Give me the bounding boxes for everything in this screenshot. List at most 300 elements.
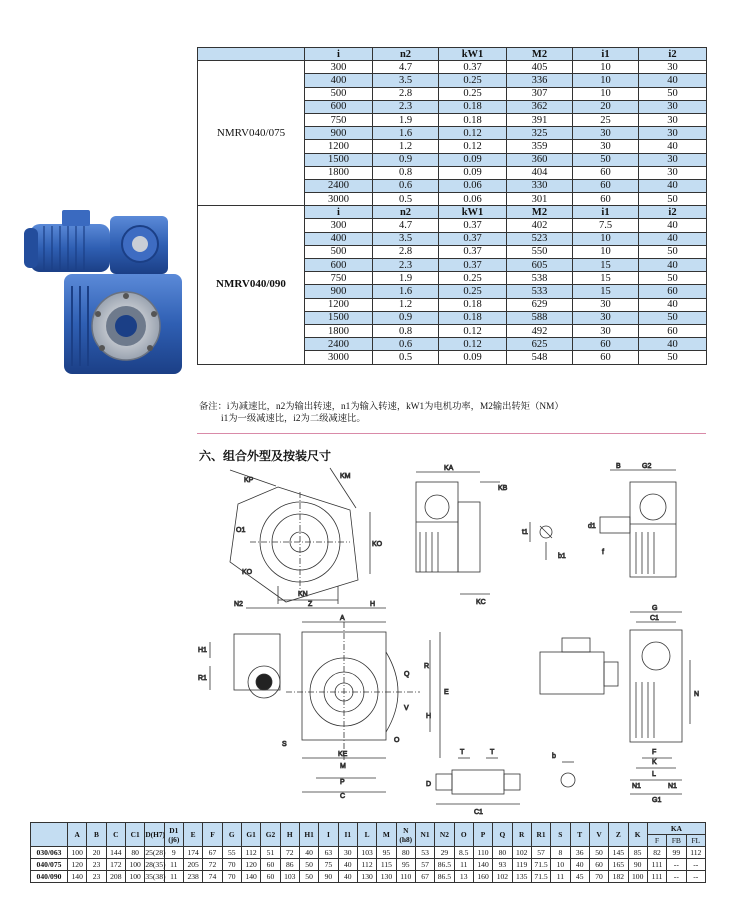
label-h: H xyxy=(370,601,376,608)
table-cell: 30 xyxy=(639,153,707,166)
label-r: R xyxy=(424,663,430,670)
dim-cell: 72 xyxy=(203,859,222,871)
shaft-section xyxy=(530,522,552,560)
dim-cell: 130 xyxy=(377,871,396,883)
table-cell: 30 xyxy=(573,324,639,337)
table-cell: 325 xyxy=(507,127,573,140)
dim-cell: 100 xyxy=(125,871,144,883)
table-cell: 750 xyxy=(305,113,373,126)
label-s: S xyxy=(282,741,287,748)
dim-cell: 86 xyxy=(280,859,299,871)
dim-subheader-cell: FB xyxy=(667,835,686,847)
table-note xyxy=(199,402,719,425)
dim-cell: 29 xyxy=(435,847,454,859)
table-cell: 60 xyxy=(573,179,639,192)
table-cell: 300 xyxy=(305,219,373,232)
header-cell: i2 xyxy=(639,206,707,219)
table-cell: 0.25 xyxy=(439,285,507,298)
table-cell: 25 xyxy=(573,113,639,126)
dim-cell: 112 xyxy=(686,847,706,859)
performance-table xyxy=(197,47,707,365)
label-ko-2: KO xyxy=(242,569,253,576)
dim-cell: 60 xyxy=(261,859,280,871)
section-divider xyxy=(197,433,706,434)
label-z: Z xyxy=(308,601,313,608)
table-cell: 30 xyxy=(573,298,639,311)
table-cell: 15 xyxy=(573,285,639,298)
table-cell: 1.6 xyxy=(373,127,439,140)
label-v: V xyxy=(404,705,409,712)
table-cell: 400 xyxy=(305,74,373,87)
table-cell: 1800 xyxy=(305,324,373,337)
table-cell: 0.8 xyxy=(373,166,439,179)
dim-cell: -- xyxy=(686,871,706,883)
dim-cell: 36 xyxy=(570,847,589,859)
dim-header-cell xyxy=(31,823,68,847)
dim-cell: 72 xyxy=(280,847,299,859)
dim-cell: 67 xyxy=(415,871,434,883)
table-cell: 629 xyxy=(507,298,573,311)
label-a: A xyxy=(340,615,345,622)
dim-cell: 40 xyxy=(570,859,589,871)
dim-cell: 82 xyxy=(647,847,666,859)
table-cell: 533 xyxy=(507,285,573,298)
dim-header-cell: C1 xyxy=(125,823,144,847)
table-cell: 330 xyxy=(507,179,573,192)
table-cell: 0.12 xyxy=(439,338,507,351)
table-cell: 0.9 xyxy=(373,153,439,166)
table-cell: 0.9 xyxy=(373,311,439,324)
key-section xyxy=(561,762,575,787)
table-cell: 1500 xyxy=(305,311,373,324)
dim-cell: 57 xyxy=(415,859,434,871)
dim-cell: 93 xyxy=(493,859,512,871)
dim-cell: 111 xyxy=(647,871,666,883)
dim-cell: 103 xyxy=(280,871,299,883)
dim-cell: 160 xyxy=(473,871,492,883)
dim-cell: 60 xyxy=(589,859,608,871)
table-cell: 3000 xyxy=(305,193,373,206)
label-t: T xyxy=(460,749,465,756)
section-title: 六、组合外型及按装尺寸 xyxy=(199,449,332,463)
dim-header-cell: T xyxy=(570,823,589,847)
header-cell: i xyxy=(305,48,373,61)
label-g2: G2 xyxy=(642,463,652,470)
table-cell: 50 xyxy=(639,311,707,324)
table-cell: 10 xyxy=(573,232,639,245)
dimension-drawings xyxy=(190,462,720,817)
table-cell: 50 xyxy=(639,87,707,100)
table-cell: 300 xyxy=(305,61,373,74)
dim-subheader-cell: F xyxy=(647,835,666,847)
table-cell: 10 xyxy=(573,87,639,100)
label-d1: d1 xyxy=(588,523,596,530)
table-cell: 0.37 xyxy=(439,219,507,232)
label-t1: t1 xyxy=(522,529,528,536)
label-kp: KP xyxy=(244,477,254,484)
table-cell: 40 xyxy=(639,74,707,87)
front-view-assembly xyxy=(210,608,440,792)
dim-cell: 11 xyxy=(164,859,183,871)
dim-cell: 80 xyxy=(396,847,415,859)
dim-cell: 51 xyxy=(261,847,280,859)
gearmotor-photo xyxy=(22,196,197,386)
table-cell: 0.5 xyxy=(373,351,439,364)
model-name: NMRV040/075 xyxy=(198,61,305,206)
table-cell: 2.3 xyxy=(373,100,439,113)
table-cell: 0.25 xyxy=(439,74,507,87)
table-cell: 50 xyxy=(639,351,707,364)
label-n: N xyxy=(694,691,700,698)
table-cell: 50 xyxy=(573,153,639,166)
table-cell: 0.06 xyxy=(439,179,507,192)
label-b-small: b xyxy=(552,753,556,760)
table-cell: 60 xyxy=(639,285,707,298)
header-cell: kW1 xyxy=(439,206,507,219)
table-cell: 0.09 xyxy=(439,153,507,166)
table-cell: 1.6 xyxy=(373,285,439,298)
table-cell: 4.7 xyxy=(373,61,439,74)
dim-cell: 8 xyxy=(551,847,570,859)
dim-cell: 28(35) xyxy=(145,860,166,869)
table-cell: 40 xyxy=(639,338,707,351)
table-cell: 30 xyxy=(639,100,707,113)
dim-cell: 11 xyxy=(551,871,570,883)
dim-cell: 71.5 xyxy=(531,859,550,871)
dim-header-cell: D1 (j6) xyxy=(164,823,183,847)
table-cell: 625 xyxy=(507,338,573,351)
table-cell: 50 xyxy=(639,272,707,285)
dim-cell: 100 xyxy=(125,859,144,871)
table-cell: 500 xyxy=(305,87,373,100)
dim-header-cell: H xyxy=(280,823,299,847)
table-cell: 0.12 xyxy=(439,324,507,337)
label-o1: O1 xyxy=(236,527,246,534)
dim-cell: 40 xyxy=(338,859,357,871)
dim-cell: 140 xyxy=(68,871,87,883)
dim-cell: 75 xyxy=(319,859,338,871)
table-cell: 60 xyxy=(573,166,639,179)
table-cell: 0.5 xyxy=(373,193,439,206)
dim-cell: 13 xyxy=(454,871,473,883)
table-cell: 1500 xyxy=(305,153,373,166)
table-cell: 3.5 xyxy=(373,74,439,87)
dim-cell: 110 xyxy=(396,871,415,883)
table-cell: 405 xyxy=(507,61,573,74)
dim-header-cell: E xyxy=(183,823,202,847)
label-c1: C1 xyxy=(474,809,483,816)
table-cell: 1200 xyxy=(305,298,373,311)
table-cell: 3000 xyxy=(305,351,373,364)
table-cell: 10 xyxy=(573,245,639,258)
dim-cell: 115 xyxy=(377,859,396,871)
table-cell: 60 xyxy=(573,338,639,351)
dim-header-cell: K xyxy=(628,823,647,847)
table-cell: 336 xyxy=(507,74,573,87)
table-cell: 359 xyxy=(507,140,573,153)
dim-subheader-cell: FL xyxy=(686,835,706,847)
header-cell: n2 xyxy=(373,206,439,219)
label-t-2: T xyxy=(490,749,495,756)
table-cell: 391 xyxy=(507,113,573,126)
dim-cell: -- xyxy=(667,859,686,871)
label-g1: G1 xyxy=(652,797,662,804)
dim-header-cell: I xyxy=(319,823,338,847)
header-cell: n2 xyxy=(373,48,439,61)
dim-cell: 70 xyxy=(589,871,608,883)
dim-cell: 25(28) xyxy=(145,848,166,857)
table-cell: 2.8 xyxy=(373,87,439,100)
label-n1: N1 xyxy=(632,783,641,790)
side-view-1 xyxy=(416,472,500,594)
table-cell: 2400 xyxy=(305,338,373,351)
dim-cell: -- xyxy=(667,871,686,883)
table-cell: 0.06 xyxy=(439,193,507,206)
table-cell: 0.6 xyxy=(373,179,439,192)
dim-row xyxy=(31,859,706,871)
label-p: P xyxy=(340,779,345,786)
table-cell: 3.5 xyxy=(373,232,439,245)
table-cell: 30 xyxy=(639,166,707,179)
label-h-right: H xyxy=(426,713,432,720)
table-cell: 10 xyxy=(573,74,639,87)
label-o: O xyxy=(394,737,400,744)
dim-cell: 95 xyxy=(377,847,396,859)
dim-cell: 135 xyxy=(512,871,531,883)
dim-header-cell: G1 xyxy=(241,823,260,847)
dim-cell: 70 xyxy=(222,859,241,871)
table-cell: 60 xyxy=(573,193,639,206)
dim-cell: 102 xyxy=(493,871,512,883)
table-cell: 60 xyxy=(573,351,639,364)
table-cell: 40 xyxy=(639,298,707,311)
dim-cell: 8.5 xyxy=(454,847,473,859)
dim-cell: 100 xyxy=(68,847,87,859)
label-kn: KN xyxy=(298,591,308,598)
table-cell: 0.37 xyxy=(439,245,507,258)
dim-header-cell: KA xyxy=(647,823,705,835)
dim-header-row xyxy=(31,823,706,835)
dim-header-cell: S xyxy=(551,823,570,847)
label-n1b: N1 xyxy=(668,783,677,790)
table-cell: 0.37 xyxy=(439,232,507,245)
label-l: L xyxy=(652,771,656,778)
header-cell: i2 xyxy=(639,48,707,61)
table-cell: 0.6 xyxy=(373,338,439,351)
dim-cell: 80 xyxy=(493,847,512,859)
dim-cell: 86.5 xyxy=(435,871,454,883)
table-cell: 400 xyxy=(305,232,373,245)
table-cell: 0.8 xyxy=(373,324,439,337)
header-cell: M2 xyxy=(507,48,573,61)
side-view-2 xyxy=(600,470,676,577)
dim-cell: 67 xyxy=(203,847,222,859)
table-cell: 1.9 xyxy=(373,113,439,126)
dim-cell: 85 xyxy=(628,847,647,859)
table-cell: 0.12 xyxy=(439,140,507,153)
dim-cell: 172 xyxy=(106,859,125,871)
table-cell: 40 xyxy=(639,179,707,192)
header-cell: i1 xyxy=(573,206,639,219)
table-cell: 550 xyxy=(507,245,573,258)
label-kc: KC xyxy=(476,599,486,606)
label-g: G xyxy=(652,605,658,612)
dim-header-cell: D(H7) xyxy=(145,823,164,847)
table-cell: 548 xyxy=(507,351,573,364)
dim-header-cell: C xyxy=(106,823,125,847)
dim-header-cell: V xyxy=(589,823,608,847)
table-cell: 10 xyxy=(573,61,639,74)
table-cell: 0.18 xyxy=(439,100,507,113)
label-m: M xyxy=(340,763,346,770)
label-ke: KE xyxy=(338,751,348,758)
dim-cell: 102 xyxy=(512,847,531,859)
motor-side-view xyxy=(540,612,690,794)
table-cell: 301 xyxy=(507,193,573,206)
dim-cell: 95 xyxy=(396,859,415,871)
table-cell: 0.18 xyxy=(439,298,507,311)
label-kb: KB xyxy=(498,485,508,492)
dim-cell: 11 xyxy=(454,859,473,871)
table-cell: 362 xyxy=(507,100,573,113)
table-cell: 1.2 xyxy=(373,298,439,311)
dim-cell: 182 xyxy=(609,871,628,883)
dim-cell: 030/063 xyxy=(31,847,68,859)
header-cell: kW1 xyxy=(439,48,507,61)
table-cell: 15 xyxy=(573,259,639,272)
dim-cell: 145 xyxy=(609,847,628,859)
table-cell: 30 xyxy=(573,311,639,324)
table-cell: 900 xyxy=(305,127,373,140)
label-ko: KO xyxy=(372,541,383,548)
table-cell: 1800 xyxy=(305,166,373,179)
dim-cell: 50 xyxy=(299,871,318,883)
label-c: C xyxy=(340,793,346,800)
dim-cell: 11 xyxy=(164,871,183,883)
dim-row xyxy=(31,871,706,883)
table-cell: 404 xyxy=(507,166,573,179)
dim-cell: 53 xyxy=(415,847,434,859)
table-cell: 40 xyxy=(639,232,707,245)
label-r1: R1 xyxy=(198,675,207,682)
header-model-cell xyxy=(198,48,305,61)
table-cell: 0.09 xyxy=(439,351,507,364)
table-cell: 1200 xyxy=(305,140,373,153)
dim-cell: 130 xyxy=(357,871,376,883)
dim-cell: 040/090 xyxy=(31,871,68,883)
dim-cell: 30 xyxy=(338,847,357,859)
dim-cell: 55 xyxy=(222,847,241,859)
dim-cell: 140 xyxy=(241,871,260,883)
label-d: D xyxy=(426,781,432,788)
table-cell: 20 xyxy=(573,100,639,113)
table-cell: 50 xyxy=(639,193,707,206)
dim-header-cell: H1 xyxy=(299,823,318,847)
dim-cell: 60 xyxy=(261,871,280,883)
dim-row xyxy=(31,847,706,859)
dim-header-cell: N1 xyxy=(415,823,434,847)
table-cell: 0.18 xyxy=(439,311,507,324)
dim-cell: 208 xyxy=(106,871,125,883)
note-line-2: i1为一级减速比，i2为二级减速比。 xyxy=(221,413,366,424)
label-f: f xyxy=(602,549,604,556)
dim-cell: 40 xyxy=(338,871,357,883)
table-cell: 492 xyxy=(507,324,573,337)
table-cell: 600 xyxy=(305,259,373,272)
table-cell: 2.3 xyxy=(373,259,439,272)
dim-cell: 140 xyxy=(473,859,492,871)
dim-cell: 174 xyxy=(183,847,202,859)
dim-header-cell: F xyxy=(203,823,222,847)
header-cell: i xyxy=(305,206,373,219)
table-cell: 2.8 xyxy=(373,245,439,258)
dim-cell: 120 xyxy=(241,859,260,871)
dim-cell: 112 xyxy=(241,847,260,859)
output-shaft xyxy=(436,758,520,804)
table-cell: 1.2 xyxy=(373,140,439,153)
label-ka: KA xyxy=(444,465,454,472)
table-cell: 30 xyxy=(639,61,707,74)
table-cell: 30 xyxy=(573,140,639,153)
dim-cell: 71.5 xyxy=(531,871,550,883)
dim-cell: 99 xyxy=(667,847,686,859)
dim-header-cell: I1 xyxy=(338,823,357,847)
dim-cell: 10 xyxy=(551,859,570,871)
table-cell: 50 xyxy=(639,245,707,258)
dim-cell: 45 xyxy=(570,871,589,883)
dim-cell: 9 xyxy=(164,847,183,859)
dim-cell: -- xyxy=(686,859,706,871)
dim-cell: 23 xyxy=(87,871,106,883)
dim-cell: 90 xyxy=(319,871,338,883)
table-cell: 40 xyxy=(639,219,707,232)
table-cell: 7.5 xyxy=(573,219,639,232)
dim-cell: 63 xyxy=(319,847,338,859)
dim-cell: 20 xyxy=(87,847,106,859)
dim-cell: 70 xyxy=(222,871,241,883)
dim-header-cell: R1 xyxy=(531,823,550,847)
dim-header-cell: Z xyxy=(609,823,628,847)
dim-cell: 120 xyxy=(68,859,87,871)
dim-cell: 86.5 xyxy=(435,859,454,871)
dim-cell: 112 xyxy=(357,859,376,871)
dim-cell: 119 xyxy=(512,859,531,871)
header-cell: M2 xyxy=(507,206,573,219)
dim-cell: 40 xyxy=(299,847,318,859)
header-cell: i1 xyxy=(573,48,639,61)
table-cell: 30 xyxy=(639,113,707,126)
dim-cell: 80 xyxy=(125,847,144,859)
dim-cell: 50 xyxy=(589,847,608,859)
table-cell: 40 xyxy=(639,140,707,153)
dim-cell: 144 xyxy=(106,847,125,859)
dim-header-cell: G2 xyxy=(261,823,280,847)
dim-cell: 74 xyxy=(203,871,222,883)
dim-header-cell: P xyxy=(473,823,492,847)
table-cell: 0.37 xyxy=(439,259,507,272)
table-cell: 360 xyxy=(507,153,573,166)
table-cell: 0.09 xyxy=(439,166,507,179)
dim-cell: 040/075 xyxy=(31,859,68,871)
table-row xyxy=(198,61,707,74)
dim-header-cell: R xyxy=(512,823,531,847)
table-cell: 0.18 xyxy=(439,113,507,126)
table-header-row xyxy=(198,206,707,219)
table-cell: 60 xyxy=(639,324,707,337)
dim-header-cell: L xyxy=(357,823,376,847)
dim-header-cell: Q xyxy=(493,823,512,847)
label-e: E xyxy=(444,689,449,696)
